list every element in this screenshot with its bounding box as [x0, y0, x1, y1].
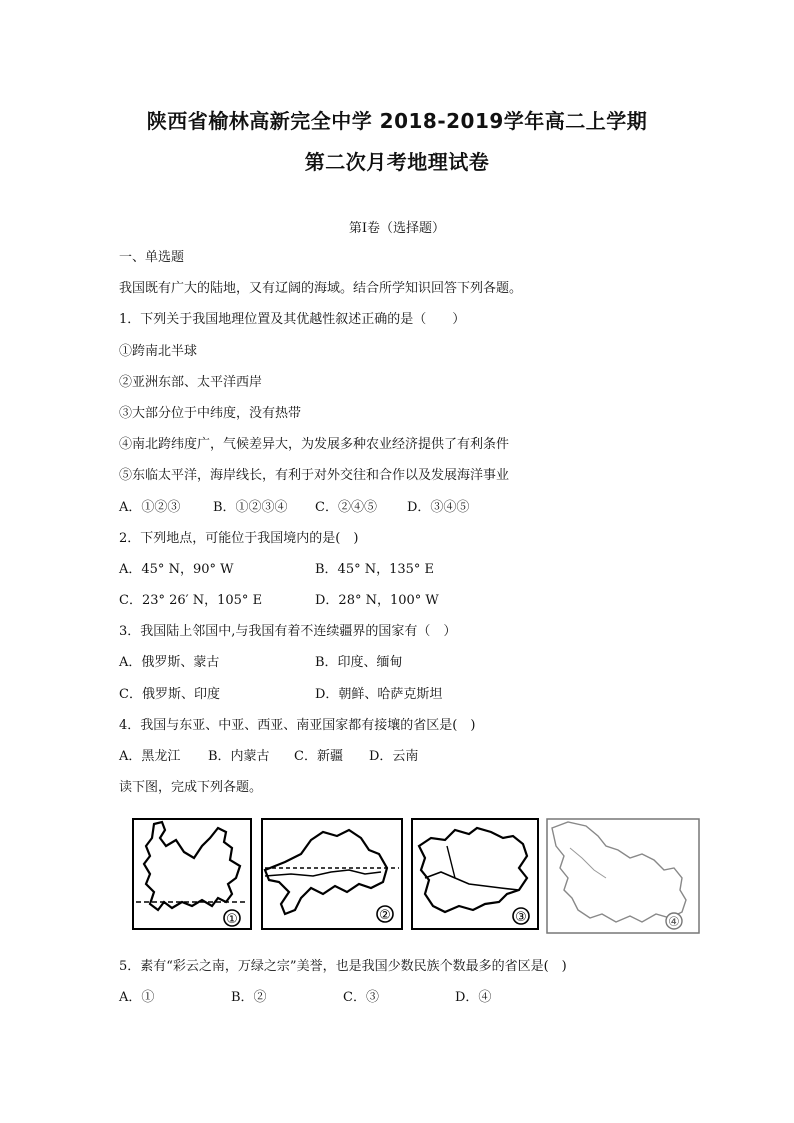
q1-option-d: D．③④⑤	[407, 499, 470, 515]
q1-stem: 1．下列关于我国地理位置及其优越性叙述正确的是（ ）	[119, 312, 466, 328]
question-5	[119, 957, 719, 1019]
part-title: 第Ⅰ卷（选择题）	[348, 221, 446, 236]
q4-options	[119, 747, 719, 778]
q4-option-d: D．云南	[369, 749, 419, 764]
q1-item: ④南北跨纬度广，气候差异大，为发展多种农业经济提供了有利条件	[119, 437, 510, 453]
q3-option-a: A．俄罗斯、蒙古	[119, 655, 220, 671]
q2-option-b: B．45° N，135° E	[315, 561, 435, 577]
q4-option-b: B．内蒙古	[208, 749, 270, 764]
q3-options-row	[119, 685, 719, 716]
read-instruction: 读下图，完成下列各题。	[119, 780, 263, 796]
map-4-label: ④	[668, 915, 680, 930]
province-map-3	[411, 818, 539, 930]
q1-option-a: A．①②③	[119, 499, 181, 515]
question-content	[119, 248, 719, 809]
q2-option-d: D．28° N，100° W	[315, 593, 439, 609]
province-maps	[132, 818, 700, 936]
q2-stem: 2．下列地点，可能位于我国境内的是( )	[119, 530, 359, 546]
intro-text: 我国既有广大的陆地，又有辽阔的海域。结合所学知识回答下列各题。	[119, 281, 523, 297]
q1-option-b: B．①②③④	[213, 499, 288, 515]
q3-option-d: D．朝鲜、哈萨克斯坦	[315, 686, 443, 702]
q4-option-a: A．黑龙江	[119, 749, 181, 764]
q5-options	[119, 988, 719, 1019]
map-3-label: ③	[515, 910, 527, 925]
province-map-4	[546, 818, 700, 934]
q3-stem: 3．我国陆上邻国中,与我国有着不连续疆界的国家有（ ）	[119, 624, 457, 640]
q1-item: ①跨南北半球	[119, 343, 198, 359]
q1-item: ②亚洲东部、太平洋西岸	[119, 374, 263, 390]
province-map-1	[132, 818, 252, 930]
q1-item: ⑤东临太平洋，海岸线长，有利于对外交往和合作以及发展海洋事业	[119, 468, 510, 484]
section-heading: 一、单选题	[119, 250, 185, 265]
q5-stem: 5．素有“彩云之南，万绿之宗”美誉，也是我国少数民族个数最多的省区是( )	[119, 959, 567, 974]
q2-option-a: A．45° N，90° W	[119, 561, 234, 577]
q3-option-c: C．俄罗斯、印度	[119, 686, 220, 702]
q5-option-d: D．④	[455, 990, 492, 1006]
map-2-label: ②	[379, 908, 391, 923]
q3-options-row	[119, 653, 719, 684]
q1-item: ③大部分位于中纬度，没有热带	[119, 405, 302, 421]
exam-subtitle: 第二次月考地理试卷	[304, 150, 490, 174]
q3-option-b: B．印度、缅甸	[315, 655, 403, 671]
q1-option-c: C．②④⑤	[315, 499, 377, 515]
province-map-2	[261, 818, 403, 930]
q4-option-c: C．新疆	[294, 749, 343, 764]
q5-option-b: B．②	[231, 990, 267, 1006]
q2-options-row	[119, 560, 719, 591]
q5-option-a: A．①	[119, 990, 155, 1006]
map-1-label: ①	[226, 912, 238, 927]
q1-options	[119, 498, 719, 529]
q2-options-row	[119, 591, 719, 622]
q4-stem: 4．我国与东亚、中亚、西亚、南亚国家都有接壤的省区是( )	[119, 717, 476, 733]
exam-title: 陕西省榆林高新完全中学 2018-2019学年高二上学期	[146, 109, 648, 133]
q2-option-c: C．23° 26′ N，105° E	[119, 593, 263, 609]
q5-option-c: C．③	[343, 990, 379, 1006]
